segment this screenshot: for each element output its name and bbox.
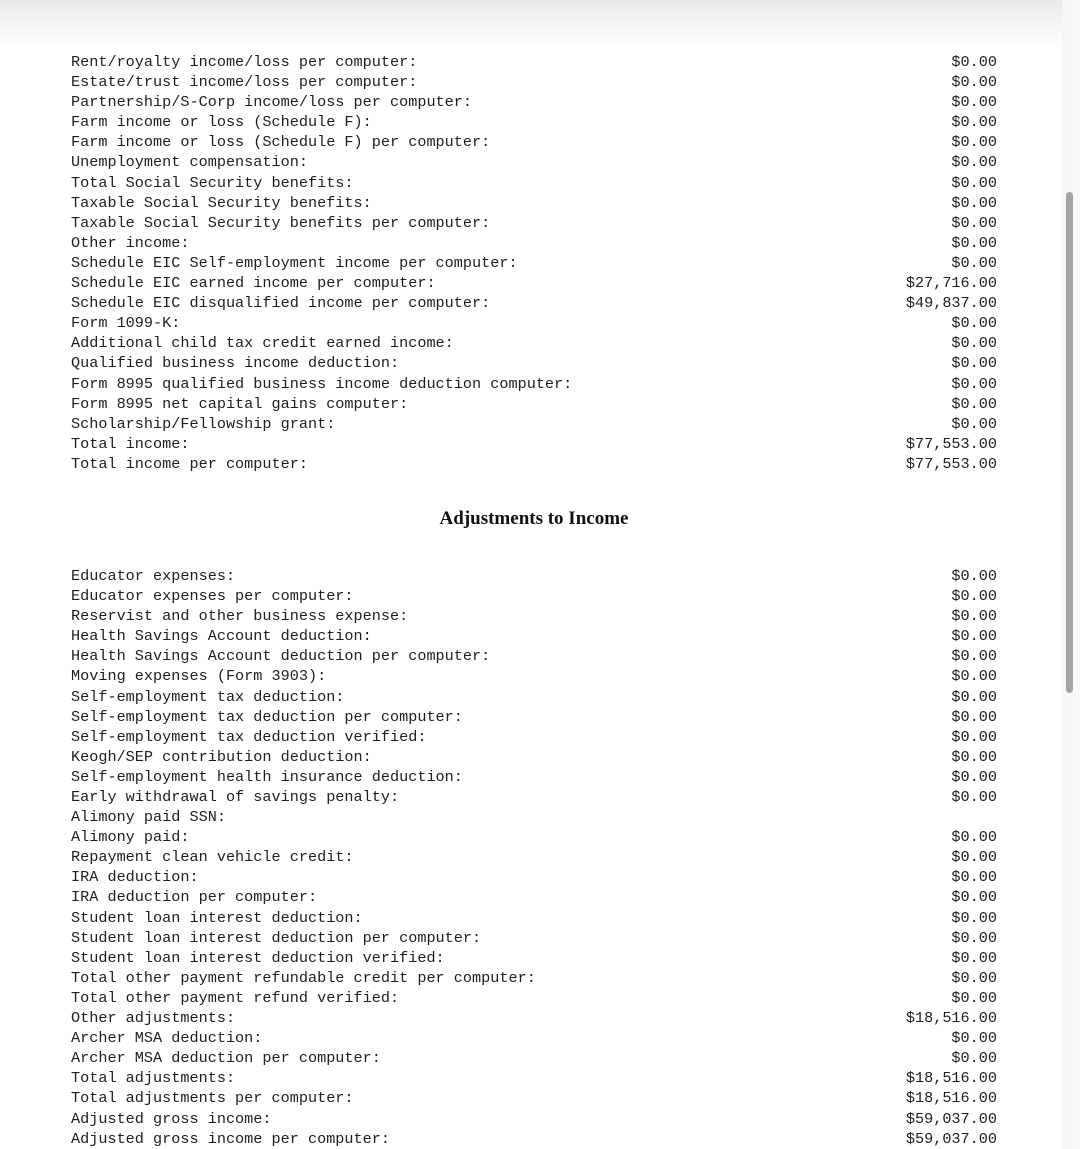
line-item-row: [71, 1109, 997, 1129]
section-heading-adjustments: Adjustments to Income: [439, 507, 629, 529]
line-item-amount: $0.00: [951, 647, 997, 666]
line-item-amount: $0.00: [951, 627, 997, 646]
line-item-amount: $18,516.00: [905, 1069, 997, 1088]
line-item-label: Repayment clean vehicle credit:: [71, 848, 354, 867]
line-item-amount: $0.00: [951, 414, 997, 433]
line-item-row: [71, 72, 997, 92]
line-item-label: Taxable Social Security benefits per computer:: [71, 213, 491, 232]
line-item-row: [71, 887, 997, 907]
line-item-amount: $0.00: [951, 354, 997, 373]
line-item-row: [71, 374, 997, 394]
line-item-row: [71, 112, 997, 132]
line-item-row: [71, 394, 997, 414]
line-item-label: Farm income or loss (Schedule F):: [71, 113, 372, 132]
line-item-row: [71, 606, 997, 626]
line-item-label: Early withdrawal of savings penalty:: [71, 788, 400, 806]
line-item-amount: $0.00: [951, 1049, 997, 1068]
line-item-amount: $77,553.00: [905, 454, 997, 473]
line-item-row: [71, 586, 997, 606]
line-item-label: IRA deduction per computer:: [71, 888, 318, 907]
line-item-label: Student loan interest deduction:: [71, 908, 363, 927]
line-item-row: [71, 566, 997, 586]
line-item-amount: $59,037.00: [905, 1129, 997, 1148]
line-item-label: Keogh/SEP contribution deduction:: [71, 747, 372, 766]
line-item-amount: $0.00: [951, 1029, 997, 1048]
line-item-label: Other adjustments:: [71, 1009, 236, 1028]
line-item-amount: $0.00: [951, 727, 997, 746]
line-item-label: Schedule EIC disqualified income per computer:: [71, 294, 491, 313]
line-item-amount: $0.00: [951, 566, 997, 585]
line-item-row: [71, 273, 997, 293]
line-item-label: Schedule EIC Self-employment income per computer:: [71, 253, 518, 272]
line-item-amount: $0.00: [951, 173, 997, 192]
line-item-amount: $0.00: [951, 53, 997, 71]
line-item-row: [71, 727, 997, 747]
line-item-label: Total other payment refundable credit per computer:: [71, 968, 536, 987]
line-item-label: Archer MSA deduction:: [71, 1029, 263, 1048]
line-item-row: [71, 1028, 997, 1048]
line-item-row: [71, 434, 997, 454]
line-item-amount: $59,037.00: [905, 1109, 997, 1128]
line-item-row: [71, 1048, 997, 1068]
line-item-row: [71, 454, 997, 474]
line-item-amount: $18,516.00: [905, 1009, 997, 1028]
line-item-label: Health Savings Account deduction per computer:: [71, 647, 491, 666]
line-item-amount: $27,716.00: [905, 274, 997, 293]
line-item-row: [71, 253, 997, 273]
line-item-row: [71, 1088, 997, 1108]
line-item-label: Estate/trust income/loss per computer:: [71, 73, 418, 92]
line-item-label: Health Savings Account deduction:: [71, 627, 372, 646]
line-item-amount: $0.00: [951, 374, 997, 393]
line-item-amount: $0.00: [951, 253, 997, 272]
line-item-amount: $0.00: [951, 587, 997, 606]
line-item-label: Qualified business income deduction:: [71, 354, 400, 373]
line-item-amount: $0.00: [951, 948, 997, 967]
line-item-label: Farm income or loss (Schedule F) per computer:: [71, 133, 491, 152]
line-item-row: [71, 827, 997, 847]
line-item-label: Total income per computer:: [71, 454, 308, 473]
line-item-label: Self-employment tax deduction verified:: [71, 727, 427, 746]
line-item-amount: $0.00: [951, 193, 997, 212]
line-item-row: [71, 1008, 997, 1028]
line-item-label: Self-employment tax deduction:: [71, 687, 345, 706]
line-item-label: Self-employment health insurance deduction:: [71, 767, 463, 786]
line-item-label: Form 8995 qualified business income deduction computer:: [71, 374, 573, 393]
line-item-row: [71, 92, 997, 112]
line-item-amount: $18,516.00: [905, 1089, 997, 1108]
line-item-label: Alimony paid:: [71, 828, 190, 847]
line-item-amount: $0.00: [951, 828, 997, 847]
adjustments-section: [71, 566, 997, 1149]
line-item-label: Educator expenses:: [71, 566, 236, 585]
line-item-label: Total adjustments:: [71, 1069, 236, 1088]
line-item-row: [71, 968, 997, 988]
line-item-row: [71, 807, 997, 827]
line-item-row: [71, 747, 997, 767]
line-item-label: Reservist and other business expense:: [71, 607, 409, 626]
line-item-row: [71, 52, 997, 72]
line-item-row: [71, 867, 997, 887]
line-item-label: Form 1099-K:: [71, 314, 181, 333]
line-item-row: [71, 908, 997, 928]
line-item-row: [71, 988, 997, 1008]
line-item-amount: $49,837.00: [905, 294, 997, 313]
line-item-amount: $0.00: [951, 747, 997, 766]
line-item-row: [71, 707, 997, 727]
line-item-row: [71, 1129, 997, 1149]
line-item-label: Unemployment compensation:: [71, 153, 308, 172]
line-item-row: [71, 687, 997, 707]
line-item-row: [71, 414, 997, 434]
line-item-amount: $0.00: [951, 93, 997, 112]
line-item-row: [71, 666, 997, 686]
line-item-label: Alimony paid SSN:: [71, 808, 226, 827]
line-item-row: [71, 646, 997, 666]
line-item-row: [71, 626, 997, 646]
line-item-amount: $0.00: [951, 968, 997, 987]
line-item-label: IRA deduction:: [71, 868, 199, 887]
line-item-amount: $0.00: [951, 113, 997, 132]
line-item-label: Archer MSA deduction per computer:: [71, 1049, 381, 1068]
line-item-row: [71, 333, 997, 353]
line-item-label: Form 8995 net capital gains computer:: [71, 394, 409, 413]
line-item-amount: $0.00: [951, 233, 997, 252]
line-item-row: [71, 353, 997, 373]
line-item-amount: $0.00: [951, 153, 997, 172]
line-item-amount: $0.00: [951, 213, 997, 232]
line-item-row: [71, 233, 997, 253]
line-item-amount: $0.00: [951, 607, 997, 626]
line-item-label: Total income:: [71, 434, 190, 453]
income-section: [71, 52, 997, 474]
line-item-label: Rent/royalty income/loss per computer:: [71, 53, 418, 71]
line-item-label: Student loan interest deduction per computer:: [71, 928, 482, 947]
line-item-row: [71, 193, 997, 213]
line-item-amount: $0.00: [951, 314, 997, 333]
line-item-row: [71, 767, 997, 787]
line-item-row: [71, 213, 997, 233]
line-item-label: Total Social Security benefits:: [71, 173, 354, 192]
line-item-amount: $0.00: [951, 988, 997, 1007]
line-item-amount: $0.00: [951, 928, 997, 947]
line-item-amount: $0.00: [951, 707, 997, 726]
line-item-label: Moving expenses (Form 3903):: [71, 667, 327, 686]
line-item-label: Total adjustments per computer:: [71, 1089, 354, 1108]
line-item-amount: $0.00: [951, 788, 997, 806]
line-item-label: Student loan interest deduction verified:: [71, 948, 445, 967]
line-item-amount: $0.00: [951, 334, 997, 353]
line-item-label: Scholarship/Fellowship grant:: [71, 414, 336, 433]
line-item-row: [71, 928, 997, 948]
line-item-amount: $0.00: [951, 133, 997, 152]
line-item-amount: $0.00: [951, 394, 997, 413]
line-item-amount: $0.00: [951, 908, 997, 927]
line-item-amount: $0.00: [951, 687, 997, 706]
line-item-label: Taxable Social Security benefits:: [71, 193, 372, 212]
line-item-row: [71, 152, 997, 172]
vertical-scrollbar[interactable]: [1062, 0, 1080, 1149]
line-item-row: [71, 173, 997, 193]
line-item-label: Adjusted gross income per computer:: [71, 1129, 390, 1148]
line-item-row: [71, 787, 997, 807]
line-item-label: Educator expenses per computer:: [71, 587, 354, 606]
line-item-label: Adjusted gross income:: [71, 1109, 272, 1128]
line-item-amount: $0.00: [951, 667, 997, 686]
line-item-label: Other income:: [71, 233, 190, 252]
line-item-label: Additional child tax credit earned income:: [71, 334, 454, 353]
line-item-label: Schedule EIC earned income per computer:: [71, 274, 436, 293]
line-item-amount: $77,553.00: [905, 434, 997, 453]
line-item-amount: $0.00: [951, 73, 997, 92]
line-item-row: [71, 847, 997, 867]
line-item-amount: $0.00: [951, 767, 997, 786]
line-item-row: [71, 948, 997, 968]
line-item-row: [71, 132, 997, 152]
line-item-amount: $0.00: [951, 868, 997, 887]
scrollbar-thumb[interactable]: [1066, 192, 1073, 693]
line-item-row: [71, 313, 997, 333]
line-item-label: Self-employment tax deduction per computer:: [71, 707, 463, 726]
line-item-row: [71, 293, 997, 313]
line-item-amount: $0.00: [951, 848, 997, 867]
line-item-label: Total other payment refund verified:: [71, 988, 400, 1007]
line-item-row: [71, 1068, 997, 1088]
line-item-label: Partnership/S-Corp income/loss per computer:: [71, 93, 473, 112]
line-item-amount: $0.00: [951, 888, 997, 907]
